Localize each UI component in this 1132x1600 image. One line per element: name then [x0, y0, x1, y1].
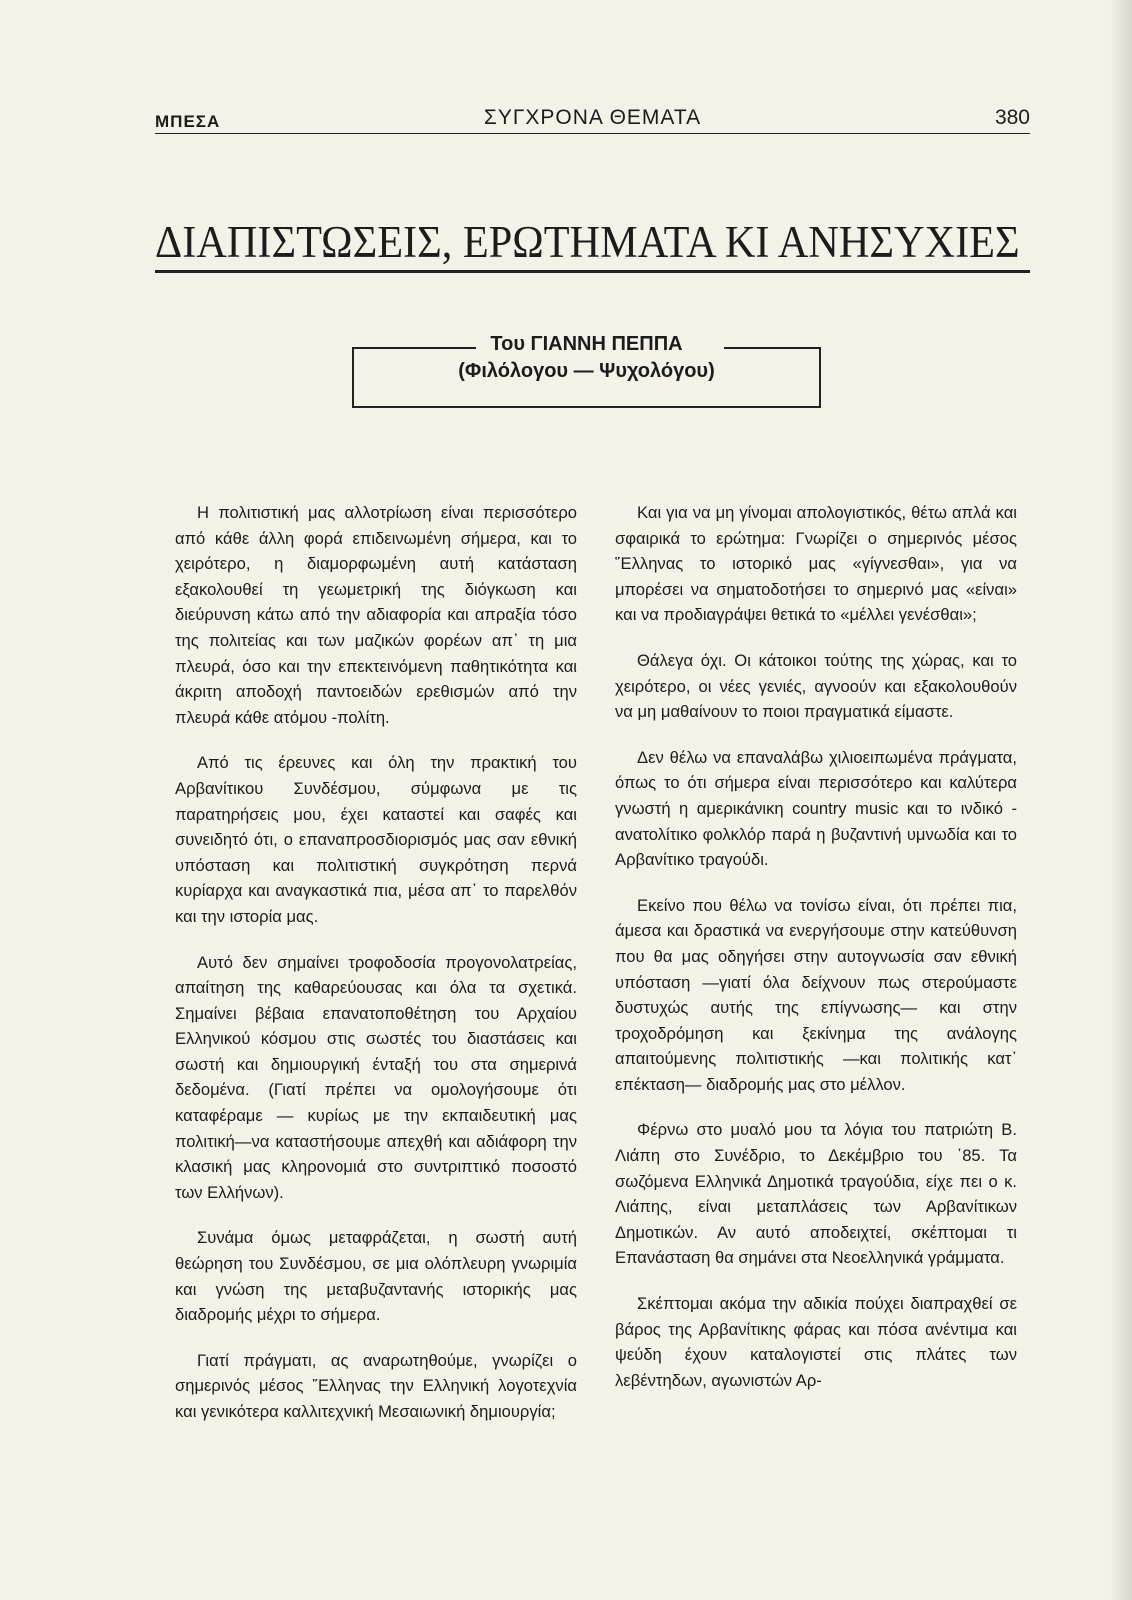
paragraph: Σκέπτομαι ακόμα την αδικία πούχει διαπραχθεί σε βάρος της Αρβανίτικης φάρας και πόσα ανέντιμα και ψεύδη έχουν καταλογιστεί στις πλάτες των λεβέντηδων, αγωνιστών Αρ-	[615, 1294, 1017, 1390]
paragraph: Δεν θέλω να επαναλάβω χιλιοειπωμένα πράγματα, όπως το ότι σήμερα είναι περισσότερο και καλύτερα γνωστή η αμερικάνικη country music και το ινδικό - ανατολίτικο φολκλόρ παρά η βυζαντινή υμνωδία και το Αρβανίτικο τραγούδι.	[615, 747, 1017, 870]
left-column	[175, 500, 577, 1445]
title-rule	[155, 270, 1030, 273]
article-title: ΔΙΑΠΙΣΤΩΣΕΙΣ, ΕΡΩΤΗΜΑΤΑ ΚΙ ΑΝΗΣΥΧΙΕΣ	[155, 217, 1020, 267]
byline-box	[352, 333, 821, 408]
paragraph: Αυτό δεν σημαίνει τροφοδοσία προγονολατρείας, απαίτηση της καθαρεύουσας και όλα τα σχετικά. Σημαίνει βέβαια επανατοποθέτηση του Αρχαίου Ελληνικού κόσμου στις σωστές του διαστάσεις και σωστή και δημιουργική ένταξή του στα σημερινά δεδομένα. (Γιατί πρέπει να ομολογήσουμε ότι καταφέραμε — κυρίως με την εκπαιδευτική μας πολιτική—να καταστήσουμε απεχθή και αδιάφορη την κλασική μας κληρονομιά στο συντριπτικό ποσοστό των Ελλήνων).	[175, 952, 577, 1202]
paragraph: Γιατί πράγματι, ας αναρωτηθούμε, γνωρίζει ο σημερινός μέσος ῞Ελληνας την Ελληνική λογοτεχνία και γενικότερα καλλιτεχνική Μεσαιωνική δημιουργία;	[175, 1350, 577, 1421]
paragraph: Και για να μη γίνομαι απολογιστικός, θέτω απλά και σφαιρικά το ερώτημα: Γνωρίζει ο σημερινός μέσος ῞Ελληνας το ιστορικό μας «γίγνεσθαι», για να μπορέσει να σηματοδοτήσει το σημερινό μας «είναι» και να προδιαγράψει θετικά το «μέλλει γενέσθαι»;	[615, 503, 1017, 625]
byline-role: (Φιλόλογου — Ψυχολόγου)	[458, 360, 715, 382]
journal-name: ΜΠΕΣΑ	[155, 112, 221, 131]
paragraph: Θάλεγα όχι. Οι κάτοικοι τούτης της χώρας, και το χειρότερο, οι νέες γενιές, αγνοούν και εξακολουθούν να μη μαθαίνουν το ποιοι πραγματικά είμαστε.	[615, 650, 1017, 722]
running-header	[155, 106, 1030, 136]
right-column	[615, 500, 1017, 1413]
paragraph: Από τις έρευνες και όλη την πρακτική του Αρβανίτικου Συνδέσμου, σύμφωνα με τις παρατηρήσεις μου, έχει καταστεί και σαφές και συνειδητό ότι, ο επαναπροσδιορισμός μας σαν εθνική υπόσταση και πολιτιστική συγκρότηση περνά κυρίαρχα και αναγκαστικά πια, μέσα απ᾽ το παρελθόν και την ιστορία μας.	[175, 753, 577, 926]
paragraph: Η πολιτιστική μας αλλοτρίωση είναι περισσότερο από κάθε άλλη φορά επιδεινωμένη σήμερα, και το χειρότερο, η διαμορφωμένη αυτή κατάσταση εξακολουθεί τη γεωμετρική της διόγκωση και διεύρυνση κάτω από την αδιαφορία και απραξία τόσο της πολιτείας και των μαζικών φορέων απ᾽ τη μια πλευρά, όσο και την επεκτεινόμενη παθητικότητα και άκριτη αποδοχή παντοειδών ερεθισμών από την πλευρά κάθε ατόμου -πολίτη.	[175, 503, 577, 727]
header-rule	[155, 133, 1030, 134]
page-number: 380	[994, 106, 1030, 129]
section-title: ΣΥΓΧΡΟΝΑ ΘΕΜΑΤΑ	[483, 106, 702, 129]
paragraph: Εκείνο που θέλω να τονίσω είναι, ότι πρέπει πια, άμεσα και δραστικά να ενεργήσουμε στην κατεύθυνση που θα μας οδηγήσει στην αυτογνωσία σαν εθνική υπόσταση —γιατί όλα δείχνουν πως στερούμαστε δυστυχώς αυτής της επίγνωσης— και στην τροχοδρόμηση και ξεκίνημα της ανάλογης απαιτούμενης πολιτιστικής —και πολιτικής κατ᾽ επέκταση— διαδρομής μας στο μέλλον.	[615, 895, 1017, 1094]
paragraph: Φέρνω στο μυαλό μου τα λόγια του πατριώτη Β. Λιάπη στο Συνέδριο, το Δεκέμβριο του ᾽85. Τα σωζόμενα Ελληνικά Δημοτικά τραγούδια, είχε πει ο κ. Λιάπης, είναι μεταπλάσεις των Αρβανίτικων Δημοτικών. Αν αυτό αποδειχτεί, σκέπτομαι τι Επανάσταση θα σημάνει στα Νεοελληνικά γράμματα.	[615, 1120, 1017, 1268]
page-edge-shadow	[1110, 0, 1132, 1600]
byline-author: Του ΓΙΑΝΝΗ ΠΕΠΠΑ	[490, 333, 683, 355]
paragraph: Συνάμα όμως μεταφράζεται, η σωστή αυτή θεώρηση του Συνδέσμου, σε μια ολόπλευρη γνωριμία και γνώση της μεταβυζαντανής ιστορικής μας διαδρομής μέχρι το σήμερα.	[175, 1228, 577, 1325]
